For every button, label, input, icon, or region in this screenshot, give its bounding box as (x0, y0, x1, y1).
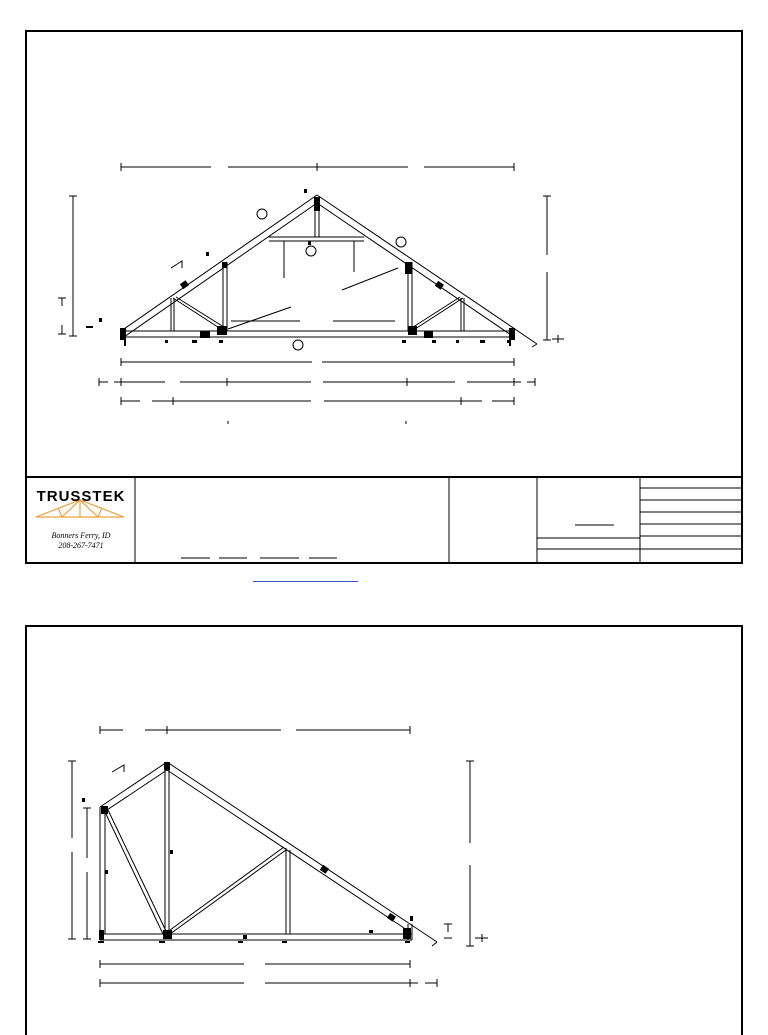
company-location: Bonners Ferry, ID (51, 531, 111, 540)
hyperlink-underline[interactable] (253, 581, 358, 582)
company-phone: 208-267-7471 (58, 541, 104, 550)
connector-plates (86, 189, 515, 346)
common-truss-diagram (58, 163, 564, 424)
drawing-sheet-2 (25, 625, 743, 1035)
company-name: TRUSSTEK (36, 488, 126, 505)
